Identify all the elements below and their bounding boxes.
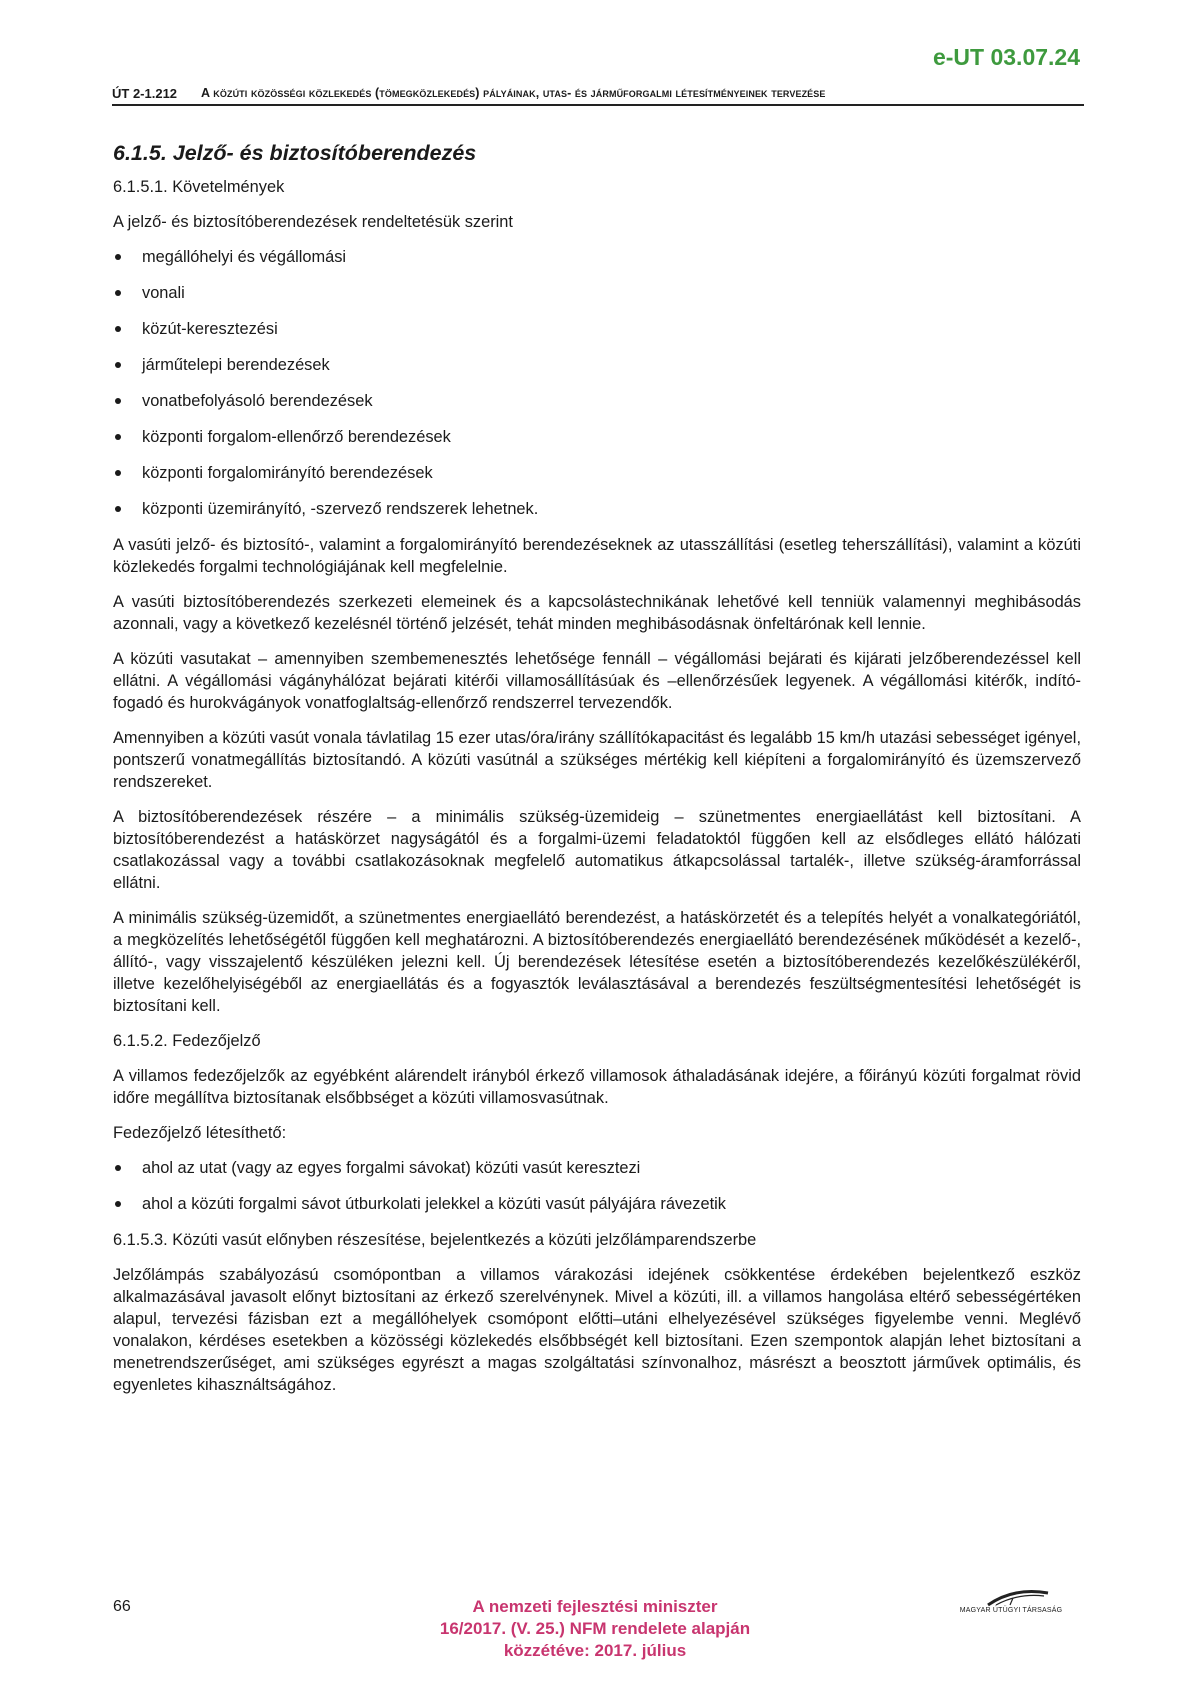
paragraph: A közúti vasutakat – amennyiben szembemenesztés lehetősége fennáll – végállomási bejárati és kijárati jelzőberendezéssel kell ellátni. A végállomási vágányhálózat bejárati kitérői villamosállításúak és –ellenőrzésűek legyenek. A végállomási kitérők, indító-fogadó és hurokvágányok vonatfoglaltság-ellenőrző rendszerrel tervezendők. xyxy=(113,650,1081,712)
road-arc-logo-icon xyxy=(936,1585,1086,1609)
bullet-list xyxy=(113,246,1081,520)
paragraph: Jelzőlámpás szabályozású csomópontban a villamos várakozási idejének csökkentése érdekében bejelentkező eszköz alkalmazásával javasolt előnyt biztosítani az érkező szerelvénynek. Mivel a közúti, ill. a villamos hangolása eltérő sebességértéken alapul, tervezési fázisban ezt a megállóhelyek csomópont előtti–utáni elhelyezésével szükséges figyelembe venni. Meglévő vonalakon, kérdéses esetekben a közösségi közlekedés elsőbbségét kell biztosítani. Ezen szempontok alapján lehet biztosítani a menetrendszerűséget, ami szükséges egyrészt a magas szolgáltatási színvonalhoz, másrészt a beosztott járművek optimális, és egyenletes kihasználtságához. xyxy=(113,1266,1081,1394)
list-item: ahol a közúti forgalmi sávot útburkolati jelekkel a közúti vasút pályájára rávezetik xyxy=(113,1193,1081,1215)
list-item: járműtelepi berendezések xyxy=(113,354,1081,376)
list-item: ahol az utat (vagy az egyes forgalmi sávokat) közúti vasút keresztezi xyxy=(113,1157,1081,1179)
paragraph: A minimális szükség-üzemidőt, a szünetmentes energiaellátó berendezést, a hatáskörzetét és a telepítés helyét a vonalkategóriától, a megközelítés lehetőségétől függően kell meghatározni. A biztosítóberendezés energiaellátó berendezésének működését a kezelő-, állító-, vagy visszajelentő készüléken jelezni kell. Új berendezések létesítése esetén a biztosítóberendezés kezelőkészülékéről, illetve kezelőhelyiségéből az energiaellátás és a fogyasztók leválasztásával a berendezés feszültségmentesítési lehetőségét is biztosítani kell. xyxy=(113,909,1081,1015)
bullet-list xyxy=(113,1157,1081,1215)
publisher-name: MAGYAR ÚTÜGYI TÁRSASÁG xyxy=(959,1607,1063,1614)
list-item: központi üzemirányító, -szervező rendszerek lehetnek. xyxy=(113,498,1081,520)
page-number: 66 xyxy=(113,1598,131,1615)
subsection-title: 6.1.5.1. Követelmények xyxy=(113,178,285,196)
list-item: központi forgalomirányító berendezések xyxy=(113,462,1081,484)
header-title: A közúti közösségi közlekedés (tömegközlekedés) pályáinak, utas- és járműforgalmi létesítményeinek tervezése xyxy=(201,86,826,100)
running-header xyxy=(112,86,1084,106)
paragraph: Fedezőjelző létesíthető: xyxy=(113,1124,287,1142)
subsection-title: 6.1.5.3. Közúti vasút előnyben részesítése, bejelentkezés a közúti jelzőlámparendszerbe xyxy=(113,1231,757,1249)
paragraph: A vasúti jelző- és biztosító-, valamint a forgalomirányító berendezéseknek az utasszállítási (esetleg teherszállítási), valamint a közúti közlekedés forgalmi technológiájának kell megfelelnie. xyxy=(113,536,1081,576)
publication-note-line: 16/2017. (V. 25.) NFM rendelete alapján xyxy=(439,1619,751,1638)
list-item: központi forgalom-ellenőrző berendezések xyxy=(113,426,1081,448)
paragraph: A jelző- és biztosítóberendezések rendeltetésük szerint xyxy=(113,213,513,231)
list-item: közút-keresztezési xyxy=(113,318,1081,340)
paragraph: Amennyiben a közúti vasút vonala távlatilag 15 ezer utas/óra/irány szállítókapacitást és legalább 15 km/h utazási sebességet igényel, pontszerű vonatmegállítás biztosítandó. A közúti vasútnál a szükséges mértékig kell kiépíteni a forgalomirányító és üzemszervező rendszereket. xyxy=(113,729,1081,791)
section-title: 6.1.5. Jelző- és biztosítóberendezés xyxy=(113,141,477,165)
subsection-title: 6.1.5.2. Fedezőjelző xyxy=(113,1032,261,1050)
paragraph: A vasúti biztosítóberendezés szerkezeti elemeinek és a kapcsolástechnikának lehetővé kell tenniük valamennyi meghibásodás azonnali, vagy a következő kezelésnél történő jelzését, tehát minden meghibásodásnak önfeltárónak kell lennie. xyxy=(113,593,1081,633)
list-item: megállóhelyi és végállomási xyxy=(113,246,1081,268)
publication-note-line: A nemzeti fejlesztési miniszter xyxy=(472,1597,718,1616)
list-item: vonali xyxy=(113,282,1081,304)
header-standard-code: ÚT 2-1.212 xyxy=(112,86,178,101)
paragraph: A villamos fedezőjelzők az egyébként alárendelt irányból érkező villamosok áthaladásának idejére, a főirányú közúti forgalmat rövid időre megállítva biztosítanak elsőbbséget a közúti villamosvasútnak. xyxy=(113,1067,1081,1107)
publication-note xyxy=(340,1596,850,1662)
document-code: e-UT 03.07.24 xyxy=(932,44,1080,70)
list-item: vonatbefolyásoló berendezések xyxy=(113,390,1081,412)
publication-note-line: közzétéve: 2017. július xyxy=(503,1641,687,1660)
paragraph: A biztosítóberendezések részére – a minimális szükség-üzemideig – szünetmentes energiaellátást kell biztosítani. A biztosítóberendezést a hatáskörzet nagyságától és a forgalmi-üzemi feladatoktól függően kell az elsődleges ellátó hálózati csatlakozással vagy a további csatlakozásoknak megfelelő automatikus átkapcsolással tartalék-, illetve szükség-áramforrással ellátni. xyxy=(113,808,1081,892)
publisher-logo xyxy=(936,1585,1086,1625)
page-content xyxy=(113,140,1081,1409)
